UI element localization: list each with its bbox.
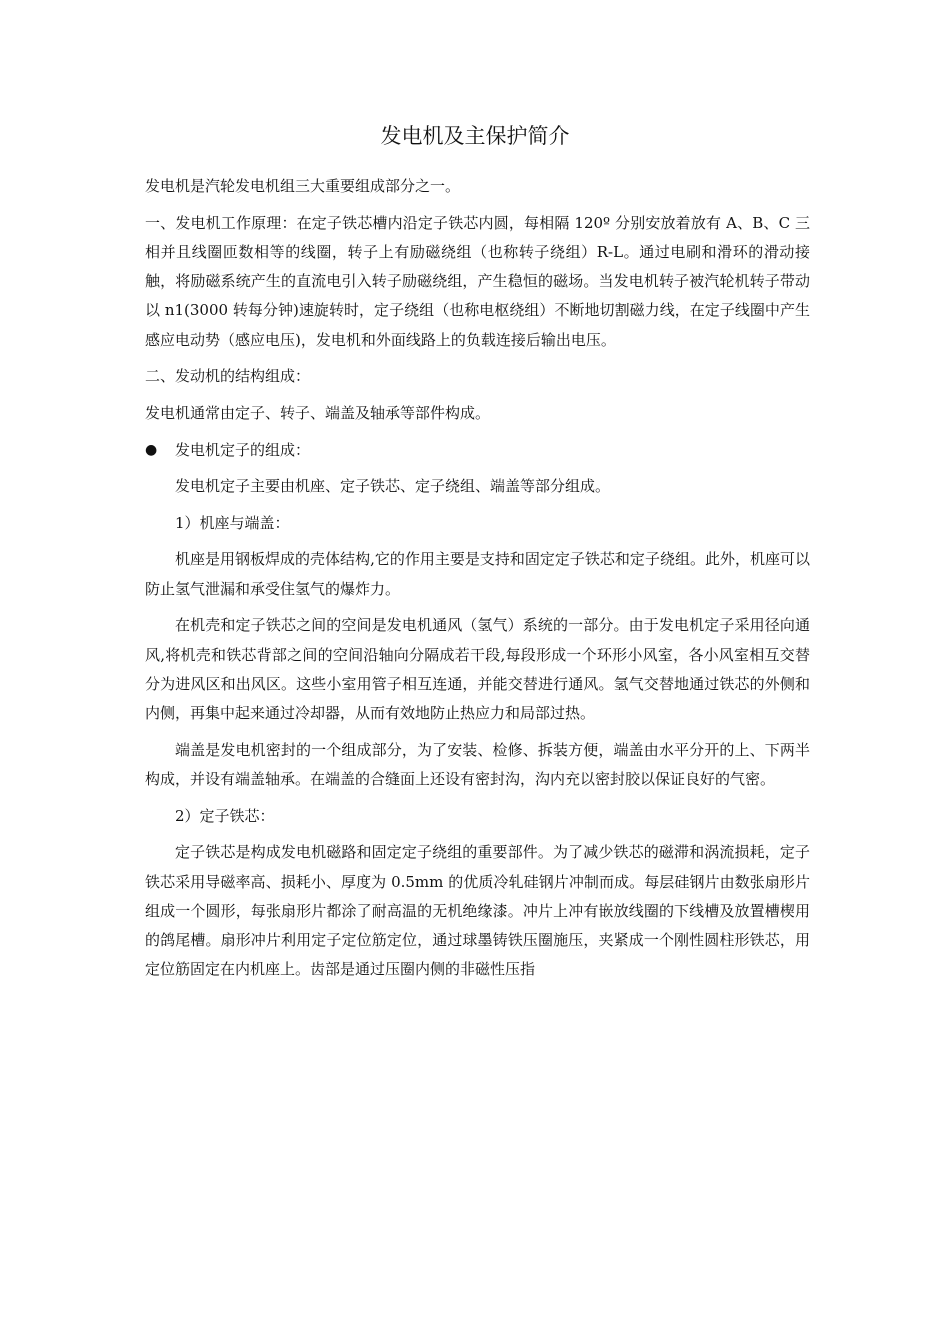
paragraph-working-principle: 一、发电机工作原理：在定子铁芯槽内沿定子铁芯内圆，每相隔 120º 分别安放着放有 A、B、C 三相并且线圈匝数相等的线圈，转子上有励磁绕组（也称转子绕组）R-L。通过电刷和滑环的滑动接触，将励磁系统产生的直流电引入转子励磁绕组，产生稳恒的磁场。当发电机转子被汽轮机转子带动以 n1(3000 转每分钟)速旋转时，定子绕组（也称电枢绕组）不断地切割磁力线，在定子线圈中产生感应电动势（感应电压)，发电机和外面线路上的负载连接后输出电压。 — [145, 213, 810, 349]
bullet-item-stator — [145, 436, 810, 465]
paragraph-stator-parts: 发电机定子主要由机座、定子铁芯、定子绕组、端盖等部分组成。 — [175, 477, 611, 496]
document-body — [145, 172, 810, 992]
paragraph-endcover: 端盖是发电机密封的一个组成部分，为了安装、检修、拆装方便，端盖由水平分开的上、下两半构成，并设有端盖轴承。在端盖的合缝面上还设有密封沟，沟内充以密封胶以保证良好的气密。 — [145, 740, 810, 789]
paragraph-stator-core: 定子铁芯是构成发电机磁路和固定定子绕组的重要部件。为了减少铁芯的磁滞和涡流损耗，定子铁芯采用导磁率高、损耗小、厚度为 0.5mm 的优质冷轧硅钢片冲制而成。每层硅钢片由数张扇形片组成一个圆形，每张扇形片都涂了耐高温的无机绝缘漆。冲片上冲有嵌放线圈的下线槽及放置槽楔用的鸽尾槽。扇形冲片利用定子定位筋定位，通过球墨铸铁压圈施压，夹紧成一个刚性圆柱形铁芯，用定位筋固定在内机座上。齿部是通过压圈内侧的非磁性压指 — [145, 843, 810, 979]
paragraph-intro: 发电机是汽轮发电机组三大重要组成部分之一。 — [145, 177, 461, 195]
subheading-frame-endcover: 1）机座与端盖： — [175, 513, 290, 532]
paragraph-components: 发电机通常由定子、转子、端盖及轴承等部件构成。 — [145, 403, 491, 422]
page-title: 发电机及主保护简介 — [380, 124, 570, 148]
bullet-icon: ● — [145, 441, 158, 458]
subheading-stator-core: 2）定子铁芯： — [175, 806, 275, 825]
section-heading-structure: 二、发动机的结构组成： — [145, 367, 311, 386]
bullet-item-label: 发电机定子的组成： — [175, 440, 311, 459]
paragraph-frame: 机座是用钢板焊成的壳体结构,它的作用主要是支持和固定定子铁芯和定子绕组。此外，机座可以防止氢气泄漏和承受住氢气的爆炸力。 — [145, 550, 810, 598]
paragraph-ventilation: 在机壳和定子铁芯之间的空间是发电机通风（氢气）系统的一部分。由于发电机定子采用径向通风,将机壳和铁芯背部之间的空间沿轴向分隔成若干段,每段形成一个环形小风室，各小风室相互交替分为进风区和出风区。这些小室用管子相互连通，并能交替进行通风。氢气交替地通过铁芯的外侧和内侧，再集中起来通过冷却器，从而有效地防止热应力和局部过热。 — [145, 616, 810, 723]
